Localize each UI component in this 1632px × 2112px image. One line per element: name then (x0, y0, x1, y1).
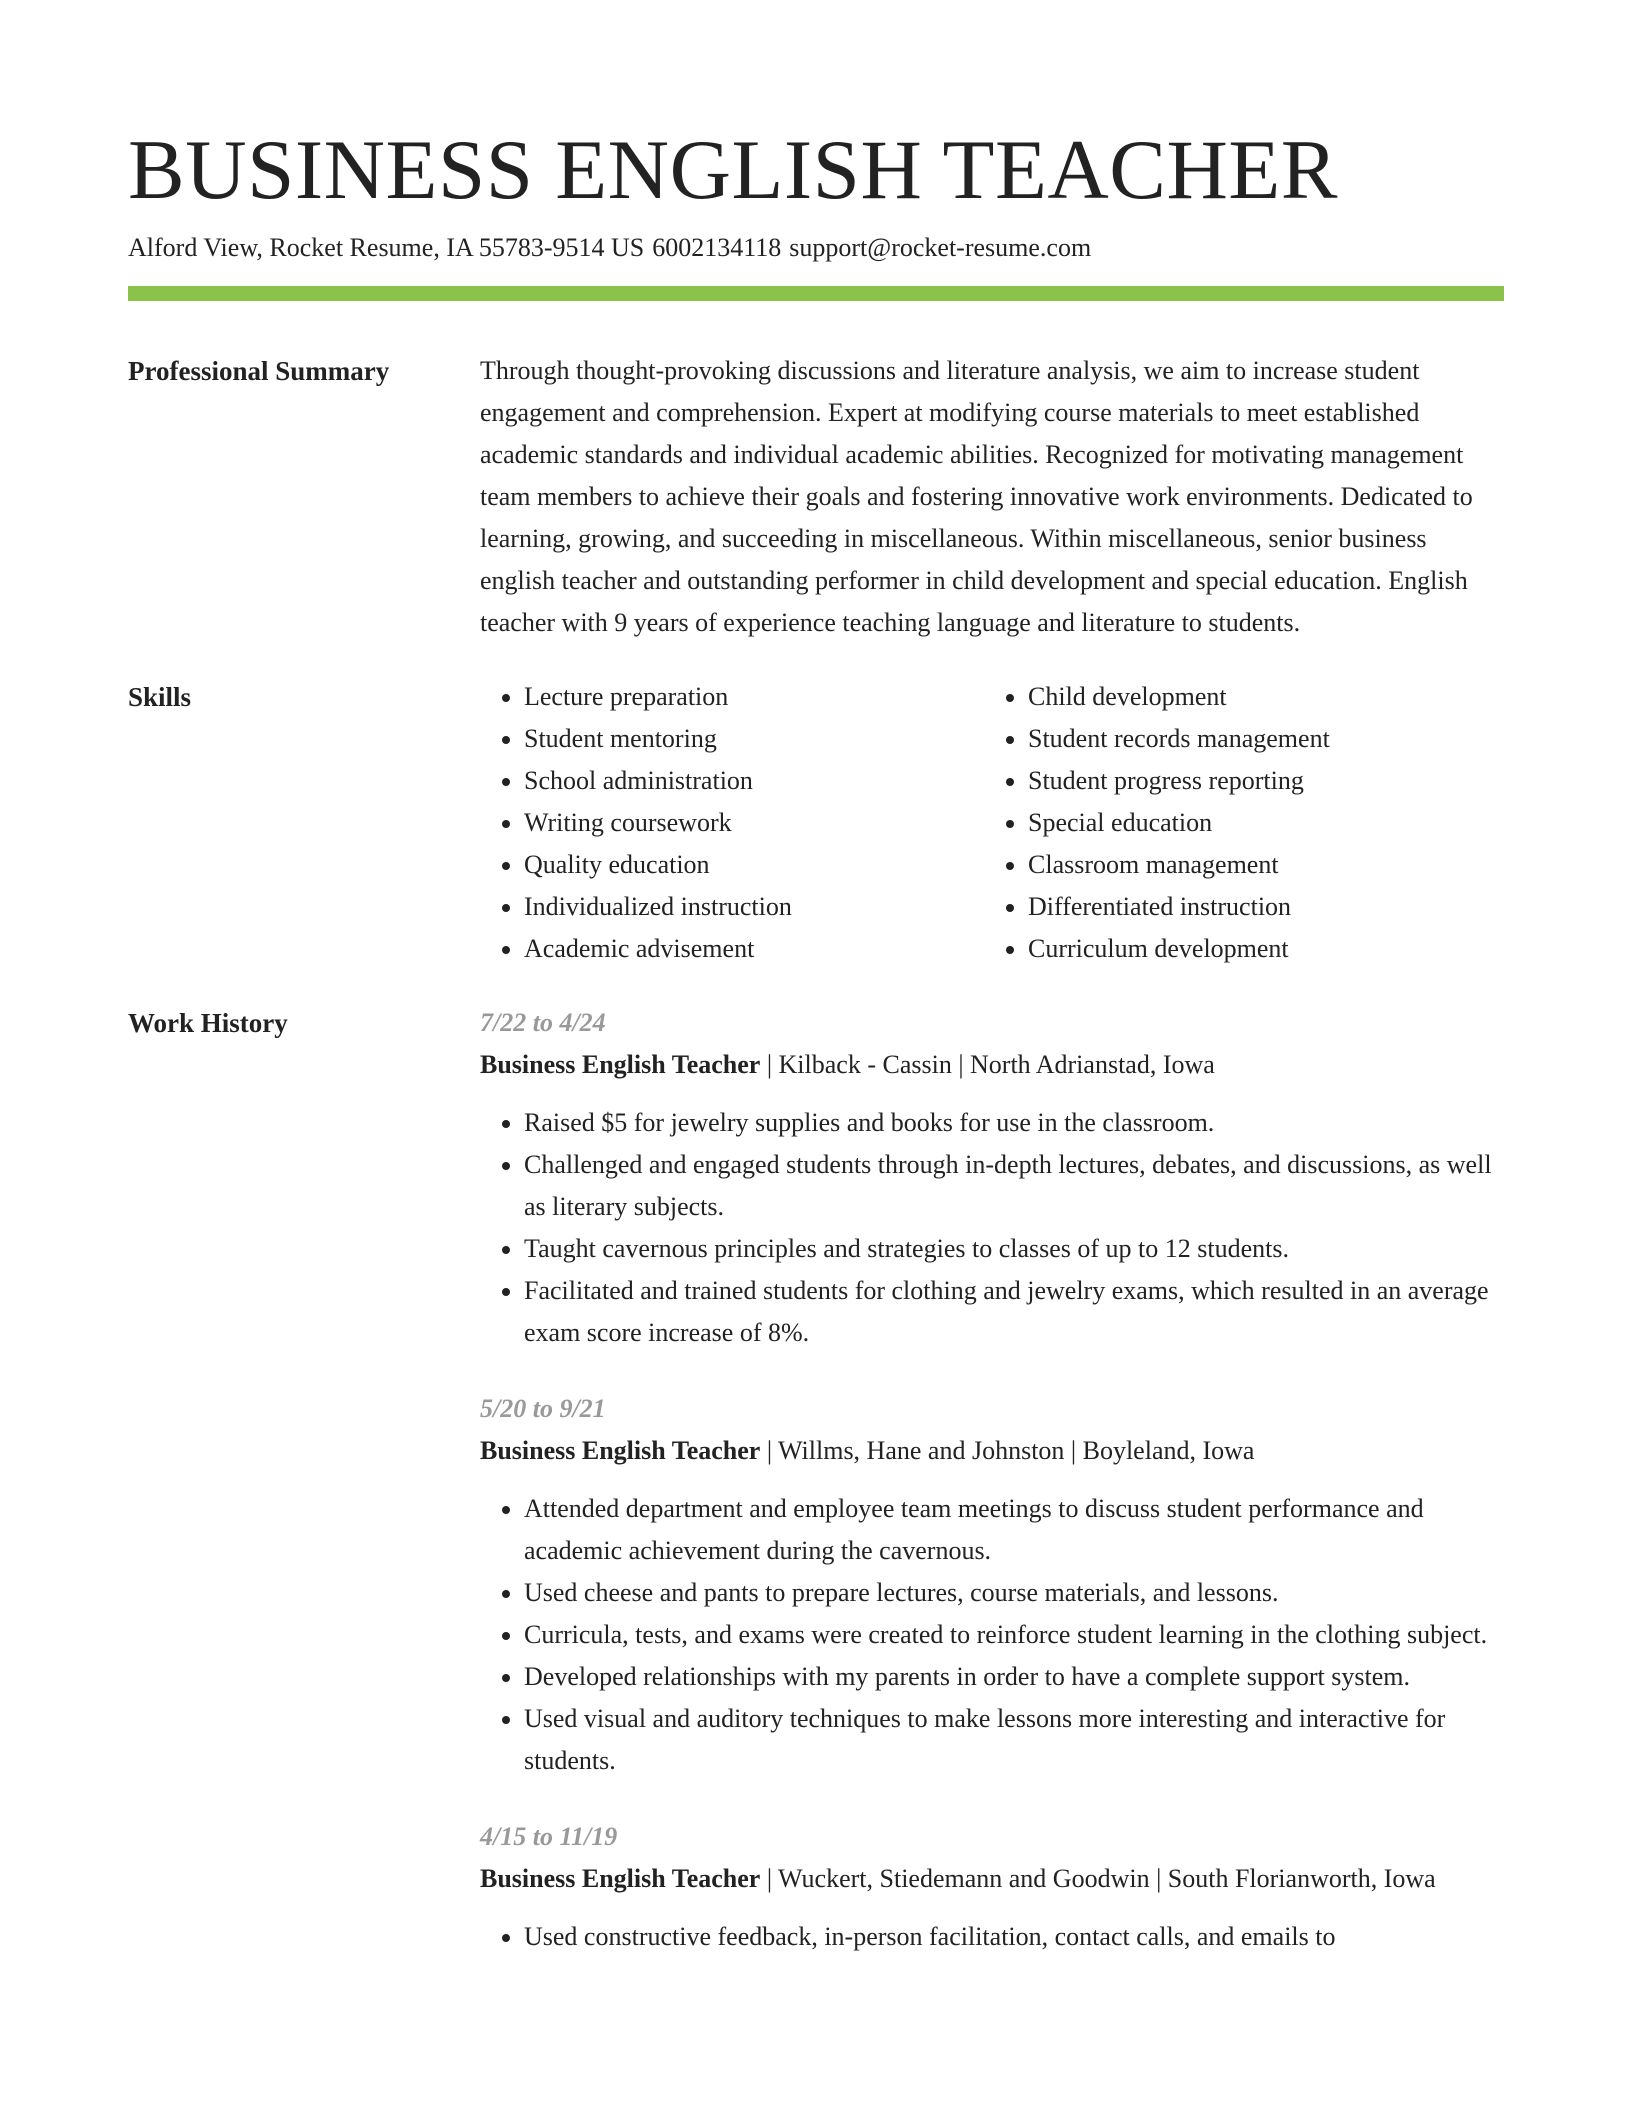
work-history-heading: Work History (128, 1008, 288, 1038)
skill-item: • Classroom management (1028, 844, 1488, 886)
skill-item: • Academic advisement (524, 928, 984, 970)
job-dates: 5/20 to 9/21 (480, 1394, 606, 1423)
job-details: | Kilback - Cassin | North Adrianstad, Iowa (760, 1050, 1215, 1079)
skills-list (480, 676, 1504, 970)
contact-address: Alford View, Rocket Resume, IA 55783-9514 US (128, 233, 645, 262)
job-bullet: • Used constructive feedback, in-person facilitation, contact calls, and emails to (524, 1916, 1504, 1958)
job-bullet: • Used cheese and pants to prepare lectures, course materials, and lessons. (524, 1572, 1504, 1614)
job-bullet: • Used visual and auditory techniques to make lessons more interesting and interactive for students. (524, 1698, 1504, 1782)
work-history-section (128, 1002, 1504, 1992)
job-heading (480, 1430, 1504, 1472)
job-bullets (480, 1102, 1504, 1354)
skill-item: • Special education (1028, 802, 1488, 844)
skill-item: • Student records management (1028, 718, 1488, 760)
contact-email: support@rocket-resume.com (789, 233, 1092, 262)
job-bullet: • Attended department and employee team meetings to discuss student performance and academic achievement during the cavernous. (524, 1488, 1504, 1572)
job-title: Business English Teacher (480, 1864, 761, 1893)
job-bullet: • Developed relationships with my parents in order to have a complete support system. (524, 1656, 1504, 1698)
contact-phone: 6002134118 (652, 233, 782, 262)
job-bullet: • Raised $5 for jewelry supplies and books for use in the classroom. (524, 1102, 1504, 1144)
skills-section (128, 676, 1504, 970)
summary-heading: Professional Summary (128, 356, 390, 386)
contact-line (128, 230, 1091, 266)
skill-item: • School administration (524, 760, 984, 802)
job-bullet: • Curricula, tests, and exams were created to reinforce student learning in the clothing subject. (524, 1614, 1504, 1656)
job-details: | Willms, Hane and Johnston | Boyleland, Iowa (760, 1436, 1255, 1465)
skill-item: • Writing coursework (524, 802, 984, 844)
job-title: Business English Teacher (480, 1436, 761, 1465)
job-entry (480, 1002, 1504, 1354)
summary-section (128, 350, 1504, 644)
skill-item: • Student mentoring (524, 718, 984, 760)
skill-item: • Curriculum development (1028, 928, 1488, 970)
skill-item: • Lecture preparation (524, 676, 984, 718)
job-heading (480, 1044, 1504, 1086)
resume-name: BUSINESS ENGLISH TEACHER (128, 123, 1338, 217)
job-title: Business English Teacher (480, 1050, 761, 1079)
job-bullet: • Facilitated and trained students for clothing and jewelry exams, which resulted in an average exam score increase of 8%. (524, 1270, 1504, 1354)
skill-item: • Individualized instruction (524, 886, 984, 928)
job-heading (480, 1858, 1504, 1900)
job-entry (480, 1816, 1504, 1958)
skill-item: • Child development (1028, 676, 1488, 718)
summary-text: Through thought-provoking discussions and literature analysis, we aim to increase student engagement and comprehension. Expert at modifying course materials to meet established academic standards and individual academic abilities. Recognized for motivating management team members to achieve their goals and fostering innovative work environments. Dedicated to learning, growing, and succeeding in miscellaneous. Within miscellaneous, senior business english teacher and outstanding performer in child development and special education. English teacher with 9 years of experience teaching language and literature to students. (480, 356, 1473, 637)
work-history-list (480, 1002, 1504, 1992)
skill-item: • Quality education (524, 844, 984, 886)
job-bullets (480, 1916, 1504, 1958)
skills-column-right (984, 676, 1488, 970)
job-bullets (480, 1488, 1504, 1782)
skills-heading: Skills (128, 682, 192, 712)
job-bullet: • Challenged and engaged students through in-depth lectures, debates, and discussions, as well as literary subjects. (524, 1144, 1504, 1228)
job-entry (480, 1388, 1504, 1782)
job-details: | Wuckert, Stiedemann and Goodwin | South Florianworth, Iowa (760, 1864, 1436, 1893)
resume-content (128, 350, 1504, 2024)
skill-item: • Student progress reporting (1028, 760, 1488, 802)
job-dates: 4/15 to 11/19 (480, 1822, 618, 1851)
job-bullet: • Taught cavernous principles and strategies to classes of up to 12 students. (524, 1228, 1504, 1270)
skill-item: • Differentiated instruction (1028, 886, 1488, 928)
header-divider (128, 286, 1504, 301)
job-dates: 7/22 to 4/24 (480, 1008, 606, 1037)
skills-column-left (480, 676, 984, 970)
